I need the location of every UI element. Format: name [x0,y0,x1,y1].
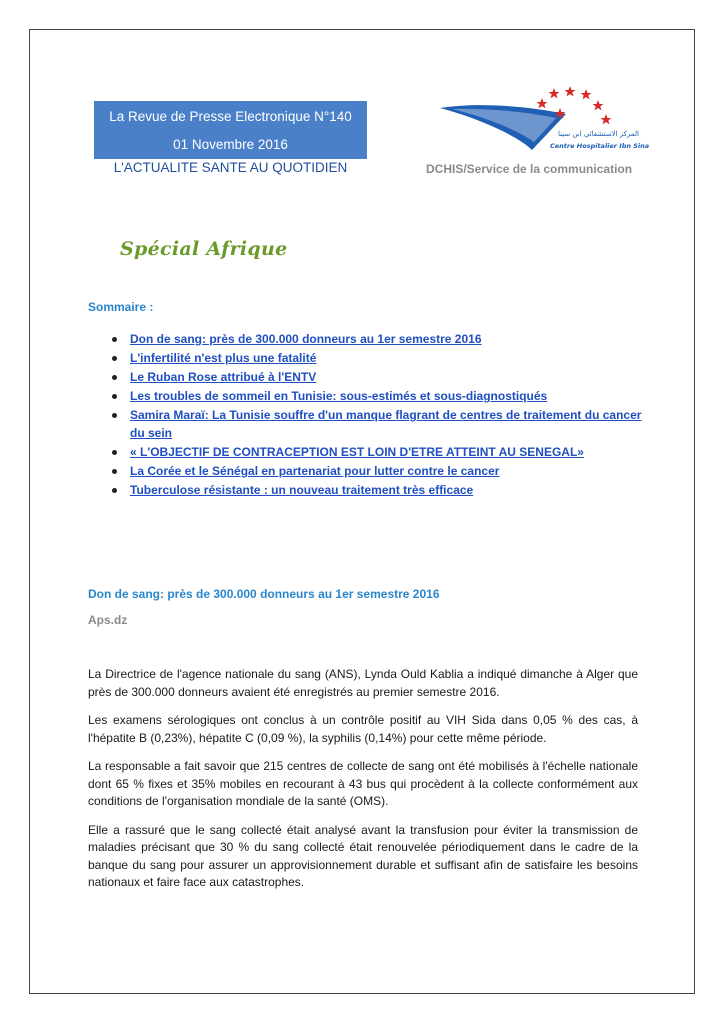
special-section-title: Spécial Afrique [120,238,288,260]
toc-link[interactable]: La Corée et le Sénégal en partenariat pour lutter contre le cancer [130,464,500,478]
toc-link[interactable]: Le Ruban Rose attribué à l'ENTV [130,370,317,384]
article-paragraph: La Directrice de l'agence nationale du sang (ANS), Lynda Ould Kablia a indiqué dimanche à Alger que près de 300.000 donneurs avaient été enregistrés au premier semestre 2016. [88,667,638,699]
department-label: DCHIS/Service de la communication [426,162,633,176]
logo-arabic-text: المركز الاستشفائي ابن سينا [558,130,639,138]
article-paragraph: Elle a rassuré que le sang collecté était analysé avant la transfusion pour éviter la transmission de maladies précisant que 30 % du sang collecté était renouvelée périodiquement dans le cadre de la banque du sang pour assurer un approvisionnement durable et suffisant afin de satisfaire les besoins nationaux et faire face aux catastrophes. [88,822,638,889]
toc-item [108,481,648,499]
toc-item [108,349,648,367]
newsletter-date: 01 Novembre 2016 [173,137,288,152]
toc-link[interactable]: Don de sang: près de 300.000 donneurs au 1er semestre 2016 [130,332,482,346]
hospital-logo [438,82,650,154]
article-title: Don de sang: près de 300.000 donneurs au 1er semestre 2016 [88,587,440,601]
article-paragraph: La responsable a fait savoir que 215 centres de collecte de sang ont été mobilisés à l'échelle nationale dont 65 % fixes et 35% mobiles en recourant à 43 bus qui procèdent à la collecte conformément aux conditions de l'organisation mondiale de la santé (OMS). [88,759,638,808]
article-body [88,666,638,903]
toc-link[interactable]: Tuberculose résistante : un nouveau traitement très efficace [130,483,474,497]
toc-item [108,443,648,461]
toc-link[interactable]: « L'OBJECTIF DE CONTRACEPTION EST LOIN D'ETRE ATTEINT AU SENEGAL» [130,445,584,459]
toc-link[interactable]: Les troubles de sommeil en Tunisie: sous-estimés et sous-diagnostiqués [130,389,548,403]
toc-item [108,330,648,348]
newsletter-subtitle: L'ACTUALITE SANTE AU QUOTIDIEN [113,160,348,175]
sommaire-title: Sommaire : [88,300,154,314]
newsletter-title: La Revue de Presse Electronique N°140 [109,109,352,124]
toc-item [108,368,648,386]
article-paragraph: Les examens sérologiques ont conclus à un contrôle positif au VIH Sida dans 0,05 % des cas, à l'hépatite B (0,23%), hépatite C (0,09 %), la syphilis (0,14%) pour cette même période. [88,713,638,745]
table-of-contents [108,330,648,500]
article-source: Aps.dz [88,613,128,627]
toc-item [108,387,648,405]
toc-link[interactable]: Samira Maraï: La Tunisie souffre d'un manque flagrant de centres de traitement du cancer du sein [130,408,642,440]
logo-text: Centre Hospitalier Ibn Sina [550,142,650,150]
toc-item [108,406,648,442]
toc-item [108,462,648,480]
newsletter-header-box [94,101,367,159]
toc-link[interactable]: L'infertilité n'est plus une fatalité [130,351,317,365]
